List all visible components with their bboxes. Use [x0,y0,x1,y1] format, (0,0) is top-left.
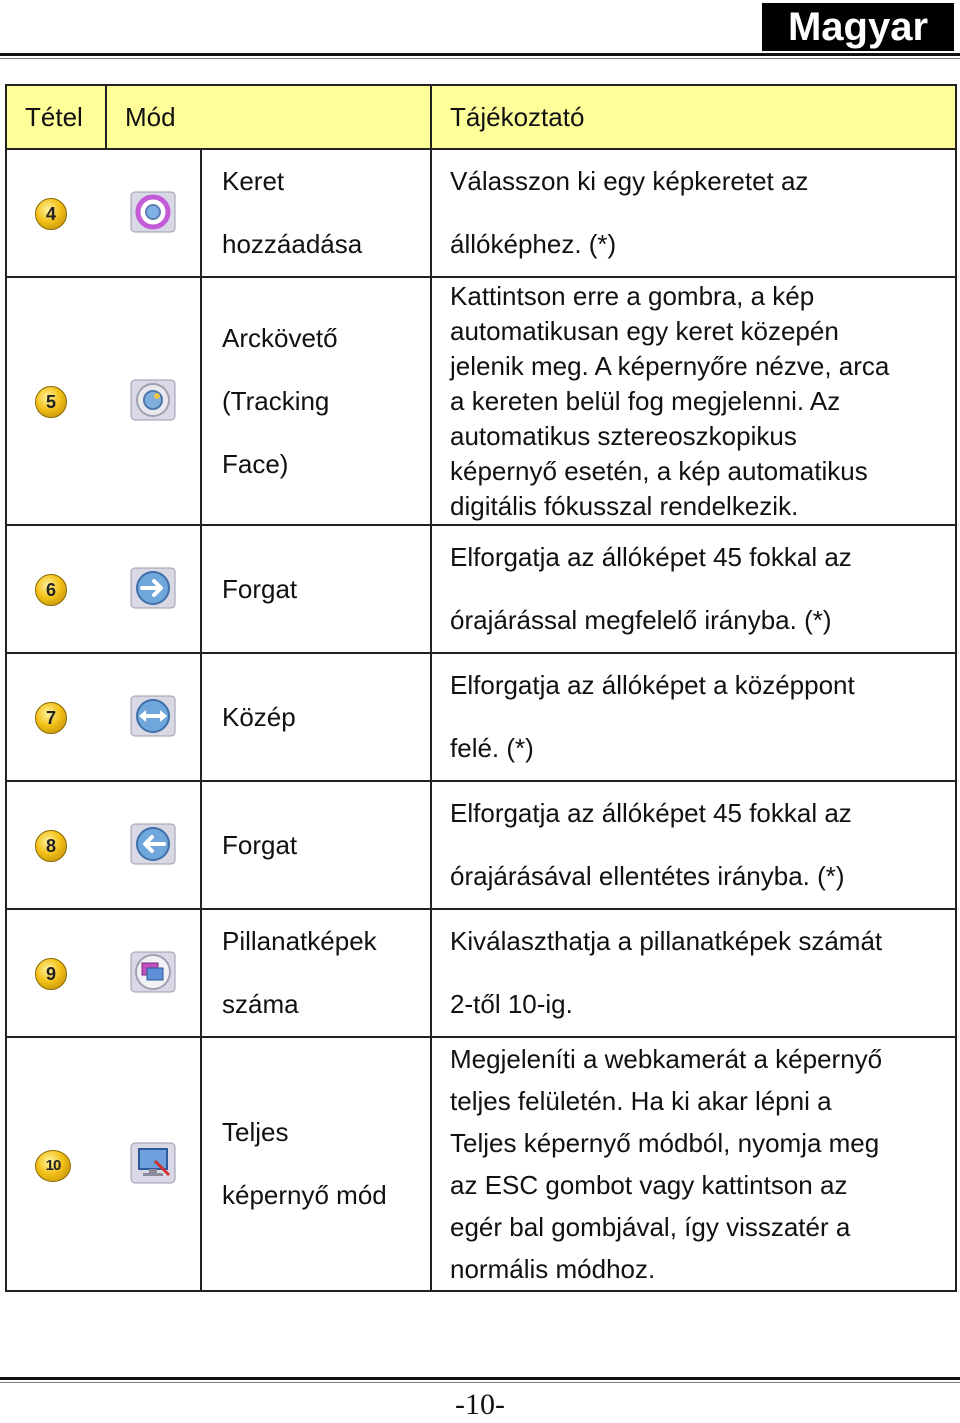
number-6-badge: 6 [35,574,67,606]
info-text: digitális fókusszal rendelkezik. [450,490,799,521]
mode-label: Teljes [222,1117,289,1147]
mode-label: Arckövető [222,322,338,353]
mode-label: Keret [222,166,285,196]
number-9-badge: 9 [35,958,67,990]
info-text: órajárással megfelelő irányba. (*) [450,605,832,635]
number-4-badge: 4 [35,198,67,230]
header-item: Tétel [6,85,106,149]
info-text: jelenik meg. A képernyőre nézve, arca [450,350,890,381]
number-8-badge: 8 [35,830,67,862]
mode-label: száma [222,989,299,1019]
mode-label: hozzáadása [222,229,363,259]
page-number: -10- [455,1388,505,1421]
table-header-row [6,85,956,149]
frame-icon[interactable] [129,186,177,234]
mode-label: (Tracking [222,385,330,416]
mode-label: képernyő mód [222,1180,387,1210]
feature-table [5,84,957,1292]
table-row [6,1037,956,1291]
info-text: Kiválaszthatja a pillanatképek számát [450,926,883,956]
header-rule-thin [0,58,960,59]
center-icon[interactable] [129,690,177,738]
rotate-left-icon[interactable] [129,818,177,866]
table-row [6,909,956,1037]
info-text: automatikus sztereoszkopikus [450,420,797,451]
table-row [6,525,956,653]
info-text: a kereten belül fog megjelenni. Az [450,385,841,416]
footer-rule [0,1377,960,1380]
info-text: Elforgatja az állóképet 45 fokkal az [450,798,852,828]
footer-rule-thin [0,1382,960,1383]
table-row [6,149,956,277]
info-text: teljes felületén. Ha ki akar lépni a [450,1086,832,1116]
info-text: automatikusan egy keret közepén [450,315,839,346]
language-label: Magyar [762,3,954,51]
header-info: Tájékoztató [431,85,956,149]
info-text: egér bal gombjával, így visszatér a [450,1212,851,1242]
header-rule [0,53,960,56]
info-text: normális módhoz. [450,1254,656,1284]
snapshot-count-icon[interactable] [129,946,177,994]
info-text: órajárásával ellentétes irányba. (*) [450,861,845,891]
mode-label: Pillanatképek [222,926,377,956]
info-text: Kattintson erre a gombra, a kép [450,280,815,311]
info-text: Elforgatja az állóképet 45 fokkal az [450,542,852,572]
mode-label: Forgat [222,829,298,860]
fullscreen-icon[interactable] [129,1137,177,1185]
mode-label: Közép [222,701,296,732]
table-row [6,653,956,781]
header-mode: Mód [106,85,431,149]
number-7-badge: 7 [35,702,67,734]
info-text: Megjeleníti a webkamerát a képernyő [450,1044,883,1074]
info-text: 2-től 10-ig. [450,989,573,1019]
number-5-badge: 5 [35,386,67,418]
info-text: képernyő esetén, a kép automatikus [450,455,868,486]
info-text: Teljes képernyő módból, nyomja meg [450,1128,880,1158]
info-text: Elforgatja az állóképet a középpont [450,670,855,700]
rotate-right-icon[interactable] [129,562,177,610]
table-row [6,277,956,525]
number-10-badge: 10 [35,1150,71,1182]
mode-label: Face) [222,448,289,479]
table-row [6,781,956,909]
face-tracking-icon[interactable] [129,374,177,422]
info-text: az ESC gombot vagy kattintson az [450,1170,848,1200]
info-text: Válasszon ki egy képkeretet az [450,166,809,196]
info-text: felé. (*) [450,733,534,763]
info-text: állóképhez. (*) [450,229,617,259]
mode-label: Forgat [222,573,298,604]
